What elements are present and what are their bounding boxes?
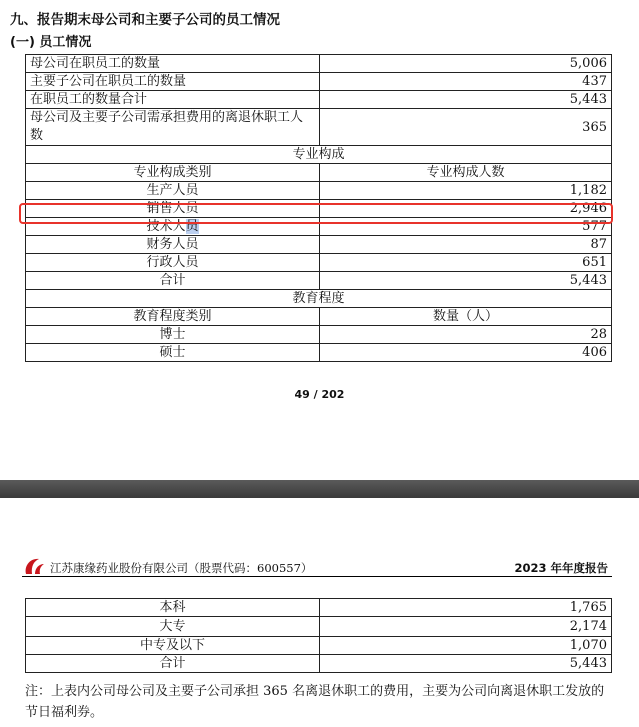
table-cell-label: 本科: [26, 599, 320, 617]
table-cell-value: 1,182: [320, 182, 612, 200]
table-row: [26, 290, 612, 308]
table-row: [26, 182, 612, 200]
table-cell-label: 财务人员: [26, 236, 320, 254]
table-row: [26, 73, 612, 91]
table-cell-value: 5,443: [320, 91, 612, 109]
table-row: [26, 599, 612, 617]
table-row: [26, 146, 612, 164]
table-cell-label: 母公司在职员工的数量: [26, 55, 320, 73]
table-row: [26, 236, 612, 254]
table-cell-value: 87: [320, 236, 612, 254]
education-table-continued: [25, 598, 612, 673]
table-row: [26, 91, 612, 109]
section-title: 九、报告期末母公司和主要子公司的员工情况: [10, 12, 280, 28]
company-name: 江苏康缘药业股份有限公司（股票代码：600557）: [50, 561, 313, 575]
table-row: [26, 326, 612, 344]
page-number: 49 / 202: [294, 388, 345, 401]
table-cell-label: 主要子公司在职员工的数量: [26, 73, 320, 91]
table-cell-label: 硕士: [26, 344, 320, 362]
document-page-50: [0, 498, 639, 727]
table-cell-value: 406: [320, 344, 612, 362]
table-header-row: [26, 308, 612, 326]
table-cell-value: 5,006: [320, 55, 612, 73]
major-section-header: 专业构成: [26, 146, 612, 164]
table-cell-value: 1,765: [320, 599, 612, 617]
table-cell-value: 2,946: [320, 200, 612, 218]
table-cell-value: 365: [320, 109, 612, 146]
table-row: [26, 344, 612, 362]
table-cell-value: 28: [320, 326, 612, 344]
table-row: [26, 254, 612, 272]
table-cell-label: 生产人员: [26, 182, 320, 200]
education-section-header: 教育程度: [26, 290, 612, 308]
column-header: 专业构成类别: [26, 164, 320, 182]
table-cell-label: 在职员工的数量合计: [26, 91, 320, 109]
column-header: 专业构成人数: [320, 164, 612, 182]
table-row: [26, 637, 612, 655]
table-cell-value: 2,174: [320, 617, 612, 637]
page-header: [22, 556, 612, 577]
label-text: 技术人: [146, 219, 186, 234]
table-cell-value: 577: [320, 218, 612, 236]
table-cell-label: 行政人员: [26, 254, 320, 272]
table-cell-value: 5,443: [320, 655, 612, 673]
text-selection[interactable]: 员: [185, 219, 199, 234]
table-cell-value: 437: [320, 73, 612, 91]
table-cell-value: 5,443: [320, 272, 612, 290]
subsection-title: (一) 员工情况: [10, 35, 92, 50]
table-cell-label: 博士: [26, 326, 320, 344]
column-header: 教育程度类别: [26, 308, 320, 326]
table-cell-label: 中专及以下: [26, 637, 320, 655]
report-title: 2023 年年度报告: [514, 561, 608, 575]
column-header: 数量（人）: [320, 308, 612, 326]
company-logo-icon: [22, 556, 48, 576]
table-cell-label: 合计: [26, 272, 320, 290]
table-row: [26, 617, 612, 637]
table-header-row: [26, 164, 612, 182]
table-cell-label: 大专: [26, 617, 320, 637]
table-cell-label: 母公司及主要子公司需承担费用的离退休职工人数: [26, 109, 320, 146]
table-row: [26, 272, 612, 290]
table-cell-value: 1,070: [320, 637, 612, 655]
row-highlight-box: [19, 203, 613, 224]
table-row: [26, 109, 612, 146]
table-cell-value: 651: [320, 254, 612, 272]
table-row: [26, 55, 612, 73]
table-row: [26, 655, 612, 673]
table-cell-label: 合计: [26, 655, 320, 673]
table-cell-label: 销售人员: [26, 200, 320, 218]
table-footnote: 注：上表内公司母公司及主要子公司承担 365 名离退休职工的费用，主要为公司向离退休职工发放的节日福利券。: [25, 684, 605, 720]
page-separator: [0, 480, 639, 498]
